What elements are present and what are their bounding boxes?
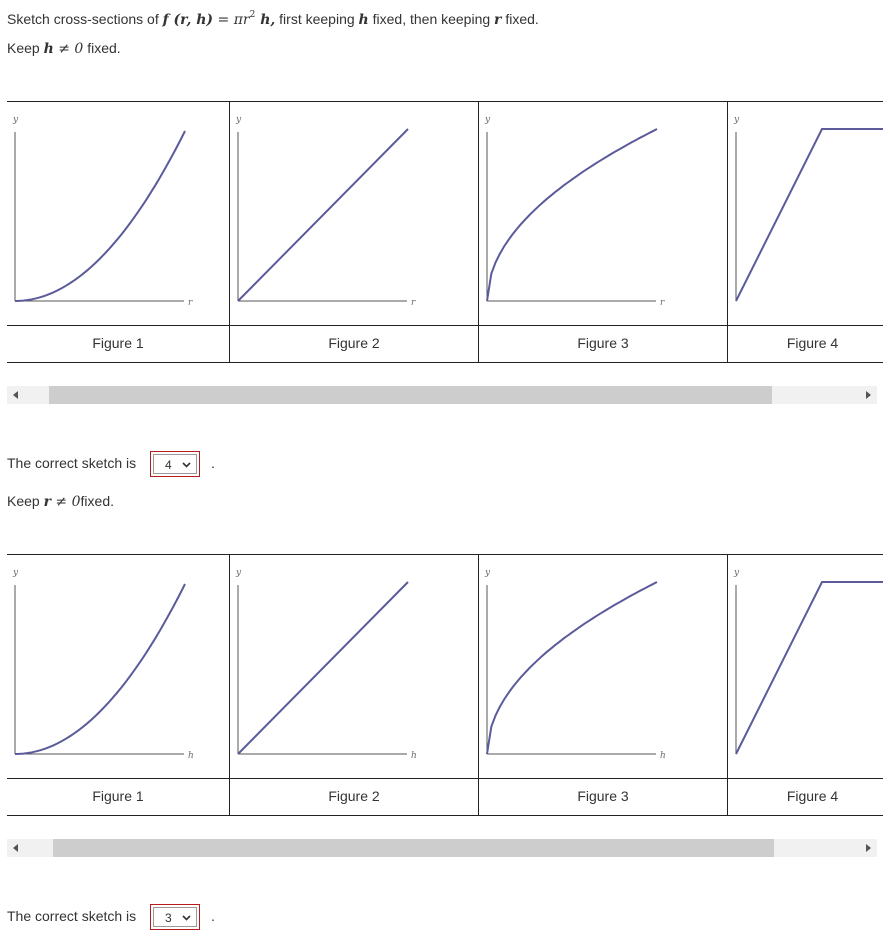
part2-figure-label-3: Figure 3	[479, 778, 727, 815]
part2-keep-var: r	[43, 494, 51, 510]
x-axis-label: r	[660, 298, 665, 308]
part1-figure-1	[7, 101, 229, 363]
part2-figure-label-4: Figure 4	[728, 778, 883, 815]
part2-figure-label-2: Figure 2	[230, 778, 478, 815]
part1-figure-label-4: Figure 4	[728, 325, 883, 362]
y-axis-label: y	[236, 115, 242, 125]
part1-answer-label: The correct sketch is	[7, 455, 137, 471]
part2-plot-2	[230, 555, 478, 781]
part2-figure-1	[7, 554, 229, 816]
graph-curve	[736, 582, 883, 754]
y-axis-label: y	[734, 568, 740, 578]
problem-statement	[7, 10, 539, 28]
part1-graph-1	[7, 102, 257, 328]
graph-curve	[487, 582, 657, 754]
part1-keep-var: h	[43, 41, 54, 57]
left-triangle-icon[interactable]	[7, 839, 25, 857]
part2-selected-value: 3	[165, 911, 172, 925]
part2-graph-3	[479, 555, 729, 781]
statement-suffix-2: fixed, then keeping	[368, 11, 495, 27]
part1-scrollbar[interactable]	[7, 386, 877, 404]
part1-figure-3	[478, 101, 727, 363]
part1-keep-neq: ≠ 0	[53, 41, 84, 57]
y-axis-label: y	[485, 568, 491, 578]
y-axis-label: y	[13, 568, 19, 578]
part2-figure-3	[478, 554, 727, 816]
part2-plot-1	[7, 555, 229, 781]
part1-keep-suffix: fixed.	[83, 40, 121, 56]
part1-figure-2	[229, 101, 478, 363]
part1-graph-3	[479, 102, 729, 328]
part2-instruction	[7, 493, 114, 510]
chevron-down-icon	[182, 913, 191, 922]
part2-figure-label-1: Figure 1	[7, 778, 229, 815]
part1-scroll-thumb[interactable]	[49, 386, 772, 404]
part1-plot-4	[728, 102, 883, 328]
part1-sketch-select[interactable]	[150, 451, 200, 477]
part1-figure-label-2: Figure 2	[230, 325, 478, 362]
graph-curve	[15, 131, 185, 301]
part2-answer-label: The correct sketch is	[7, 908, 137, 924]
part2-keep-prefix: Keep	[7, 493, 44, 509]
part1-answer-row	[7, 454, 227, 480]
part1-figure-4	[727, 101, 883, 363]
formula-exponent: 2	[249, 10, 256, 20]
statement-prefix: Sketch cross-sections of	[7, 11, 163, 27]
part1-plot-2	[230, 102, 478, 328]
part2-keep-suffix: fixed.	[80, 493, 114, 509]
graph-curve	[487, 129, 657, 301]
part2-graph-2	[230, 555, 480, 781]
y-axis-label: y	[485, 115, 491, 125]
y-axis-label: y	[13, 115, 19, 125]
part2-figure-strip	[7, 554, 883, 816]
statement-var-h: h	[358, 12, 369, 28]
formula-eq: =	[213, 12, 234, 28]
part2-answer-dot: .	[211, 908, 215, 924]
formula	[163, 12, 276, 28]
graph-curve	[238, 582, 408, 754]
part2-sketch-select[interactable]	[150, 904, 200, 930]
statement-suffix-1: first keeping	[275, 11, 359, 27]
graph-curve	[736, 129, 883, 301]
part2-scrollbar[interactable]	[7, 839, 877, 857]
x-axis-label: h	[411, 751, 417, 761]
part1-graph-4	[728, 102, 883, 328]
part1-graph-2	[230, 102, 480, 328]
y-axis-label: y	[236, 568, 242, 578]
part1-figure-strip	[7, 101, 883, 363]
part2-answer-row	[7, 907, 227, 933]
part1-selected-value: 4	[165, 458, 172, 472]
part1-plot-1	[7, 102, 229, 328]
graph-curve	[238, 129, 408, 301]
graph-curve	[15, 584, 185, 754]
left-triangle-icon[interactable]	[7, 386, 25, 404]
part1-plot-3	[479, 102, 727, 328]
part2-plot-3	[479, 555, 727, 781]
part2-graph-4	[728, 555, 883, 781]
right-triangle-icon[interactable]	[859, 839, 877, 857]
y-axis-label: y	[734, 115, 740, 125]
part2-scroll-thumb[interactable]	[53, 839, 774, 857]
part2-figure-4	[727, 554, 883, 816]
part1-figure-label-3: Figure 3	[479, 325, 727, 362]
x-axis-label: r	[411, 298, 416, 308]
formula-f: f (r, h)	[162, 12, 214, 28]
part2-figure-2	[229, 554, 478, 816]
part1-instruction	[7, 40, 121, 57]
part2-graph-1	[7, 555, 257, 781]
formula-pi-r: πr	[233, 12, 250, 28]
x-axis-label: h	[660, 751, 666, 761]
formula-h: h,	[255, 12, 276, 28]
part1-keep-prefix: Keep	[7, 40, 44, 56]
statement-suffix-3: fixed.	[501, 11, 539, 27]
part1-figure-label-1: Figure 1	[7, 325, 229, 362]
statement-var-r: r	[494, 12, 502, 28]
x-axis-label: h	[188, 751, 194, 761]
x-axis-label: r	[188, 298, 193, 308]
part2-plot-4	[728, 555, 883, 781]
right-triangle-icon[interactable]	[859, 386, 877, 404]
part1-answer-dot: .	[211, 455, 215, 471]
chevron-down-icon	[182, 460, 191, 469]
part2-keep-neq: ≠ 0	[50, 494, 81, 510]
